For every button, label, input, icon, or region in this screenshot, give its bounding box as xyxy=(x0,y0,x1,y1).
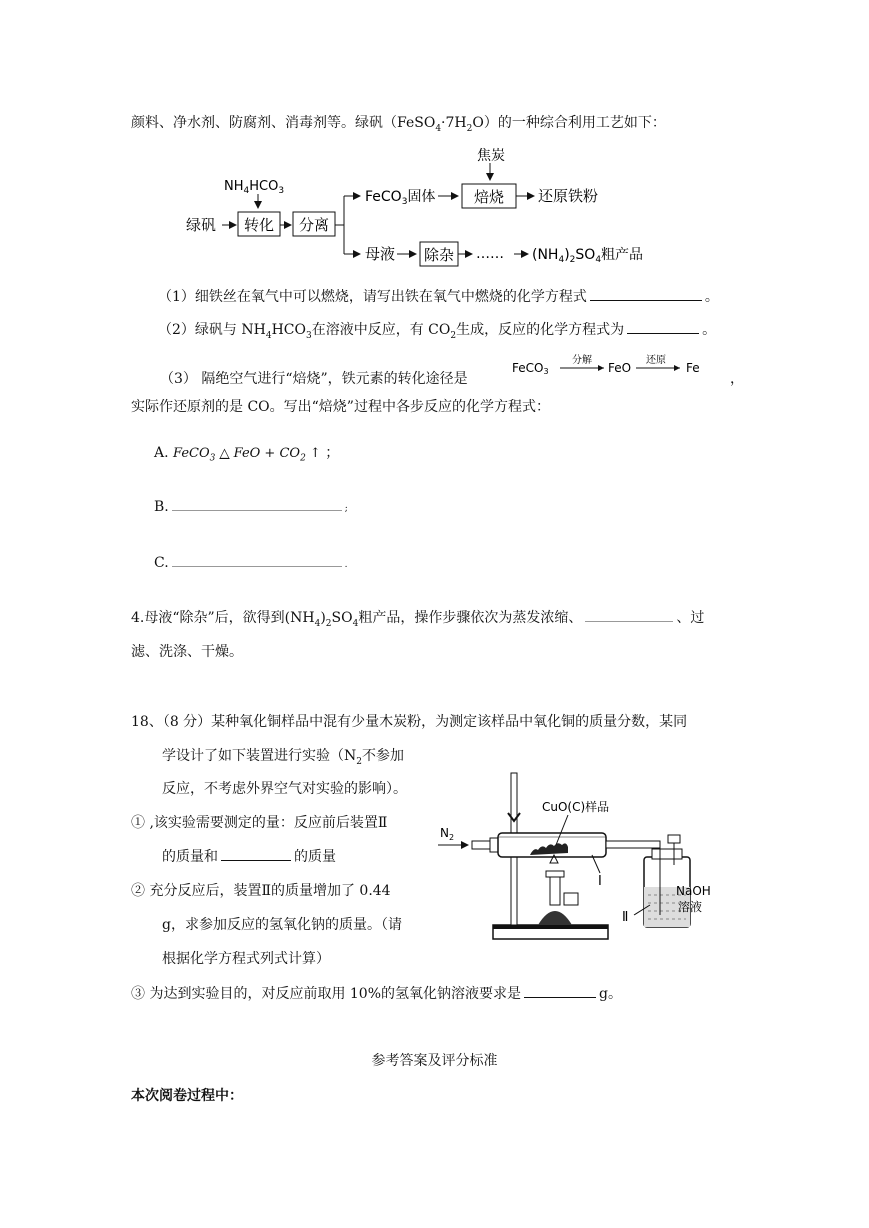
flow-branch-bottom: 母液 xyxy=(365,245,396,263)
path-feo: FeO xyxy=(608,361,632,375)
path-reduce-label: 还原 xyxy=(646,355,666,366)
apparatus-label-i: Ⅰ xyxy=(598,874,602,889)
path-feco3: FeCO3 xyxy=(512,361,549,376)
apparatus-sample: CuO(C)样品 xyxy=(542,800,610,814)
q3-c-blank[interactable] xyxy=(172,565,342,567)
intro-line: 颜料、净水剂、防腐剂、消毒剂等。绿矾$(FeSO_4\cdot 7H_2O)$的一种综合利用工艺如下： xyxy=(131,115,666,134)
flow-ellipsis: …… xyxy=(476,246,504,262)
q3-b-blank[interactable] xyxy=(172,509,342,511)
q18-item-2-cont-2: 根据化学方程式列式计算） xyxy=(162,951,330,967)
q3-answer-c: C. . xyxy=(154,555,348,571)
flow-box-remove-label: 除杂 xyxy=(423,246,455,264)
q18-item-1: ① ,该实验需要测定的量：反应前后装置Ⅱ xyxy=(131,815,388,831)
review-title: 本次阅卷过程中： xyxy=(131,1088,243,1104)
question-18-head: 18、（8 分）某种氧化铜样品中混有少量木炭粉，为测定该样品中氧化铜的质量分数，某同 xyxy=(131,714,688,730)
q18-item-1-blank[interactable] xyxy=(221,859,291,861)
question-4: 4.母液“除杂”后，欲得到$(NH_4)_2SO_4$粗产品，操作步骤依次为蒸发浓缩、 、过 xyxy=(131,610,705,629)
flow-box-convert-label: 转化 xyxy=(243,216,275,234)
path-decompose-label: 分解 xyxy=(572,355,592,366)
q3-answer-b: B. ; xyxy=(154,499,348,515)
process-flowchart xyxy=(180,140,680,270)
q18-item-2: ② 充分反应后，装置Ⅱ的质量增加了 0.44 xyxy=(131,883,391,899)
question-1: （1）细铁丝在氧气中可以燃烧，请写出铁在氧气中燃烧的化学方程式 。 xyxy=(158,289,719,305)
apparatus-solution: 溶液 xyxy=(678,900,703,914)
q18-item-2-cont: g，求参加反应的氢氧化钠的质量。（请 xyxy=(162,917,402,933)
iron-conversion-path xyxy=(510,352,710,378)
q18-item-3-blank[interactable] xyxy=(524,996,596,998)
experiment-apparatus xyxy=(438,765,720,947)
apparatus-naoh: NaOH xyxy=(676,884,711,898)
path-fe: Fe xyxy=(686,361,700,375)
question-4-line-2: 滤、洗涤、干燥。 xyxy=(131,644,243,660)
flow-product-iron: 还原铁粉 xyxy=(538,187,599,205)
flow-box-roast-label: 焙烧 xyxy=(473,188,505,206)
apparatus-label-ii: Ⅱ xyxy=(622,910,629,925)
q4-answer-blank[interactable] xyxy=(585,620,673,622)
q18-line-2: 学设计了如下装置进行实验（$N_2$不参加 xyxy=(162,748,404,767)
question-3-lead: （3） 隔绝空气进行“焙烧”，铁元素的转化途径是 xyxy=(160,371,468,387)
flow-start: 绿矾 xyxy=(186,216,217,234)
flow-coke: 焦炭 xyxy=(477,148,505,164)
q3-answer-a: A. FeCO$_3$ △ FeO + $CO_2$ ↑ ； xyxy=(154,445,340,464)
flow-reagent-nh4hco3: $NH_4HCO_3$ xyxy=(224,179,285,196)
flow-branch-top: FeCO$_3$固体 xyxy=(365,189,436,207)
question-3-line-2: 实际作还原剂的是 CO。写出“焙烧”过程中各步反应的化学方程式： xyxy=(131,399,550,415)
q2-answer-blank[interactable] xyxy=(627,332,699,334)
q3-comma: ， xyxy=(730,371,744,387)
answer-title: 参考答案及评分标准 xyxy=(371,1053,498,1069)
flow-product-ammonium: $(NH_4)_2SO_4$粗产品 xyxy=(532,247,644,265)
flow-box-separate-label: 分离 xyxy=(298,216,330,234)
q18-item-1-cont: 的质量和 的质量 xyxy=(162,849,336,865)
question-2: （2）绿矾与 $NH_4HCO_3$在溶液中反应，有 $CO_2$生成，反应的化学方程式为 。 xyxy=(158,322,717,341)
apparatus-gas: $N_2$ xyxy=(440,826,455,842)
q18-item-3: ③ 为达到实验目的，对反应前取用 10%的氢氧化钠溶液要求是 g。 xyxy=(131,986,622,1002)
q18-line-3: 反应，不考虑外界空气对实验的影响）。 xyxy=(162,781,407,797)
q1-answer-blank[interactable] xyxy=(590,299,702,301)
